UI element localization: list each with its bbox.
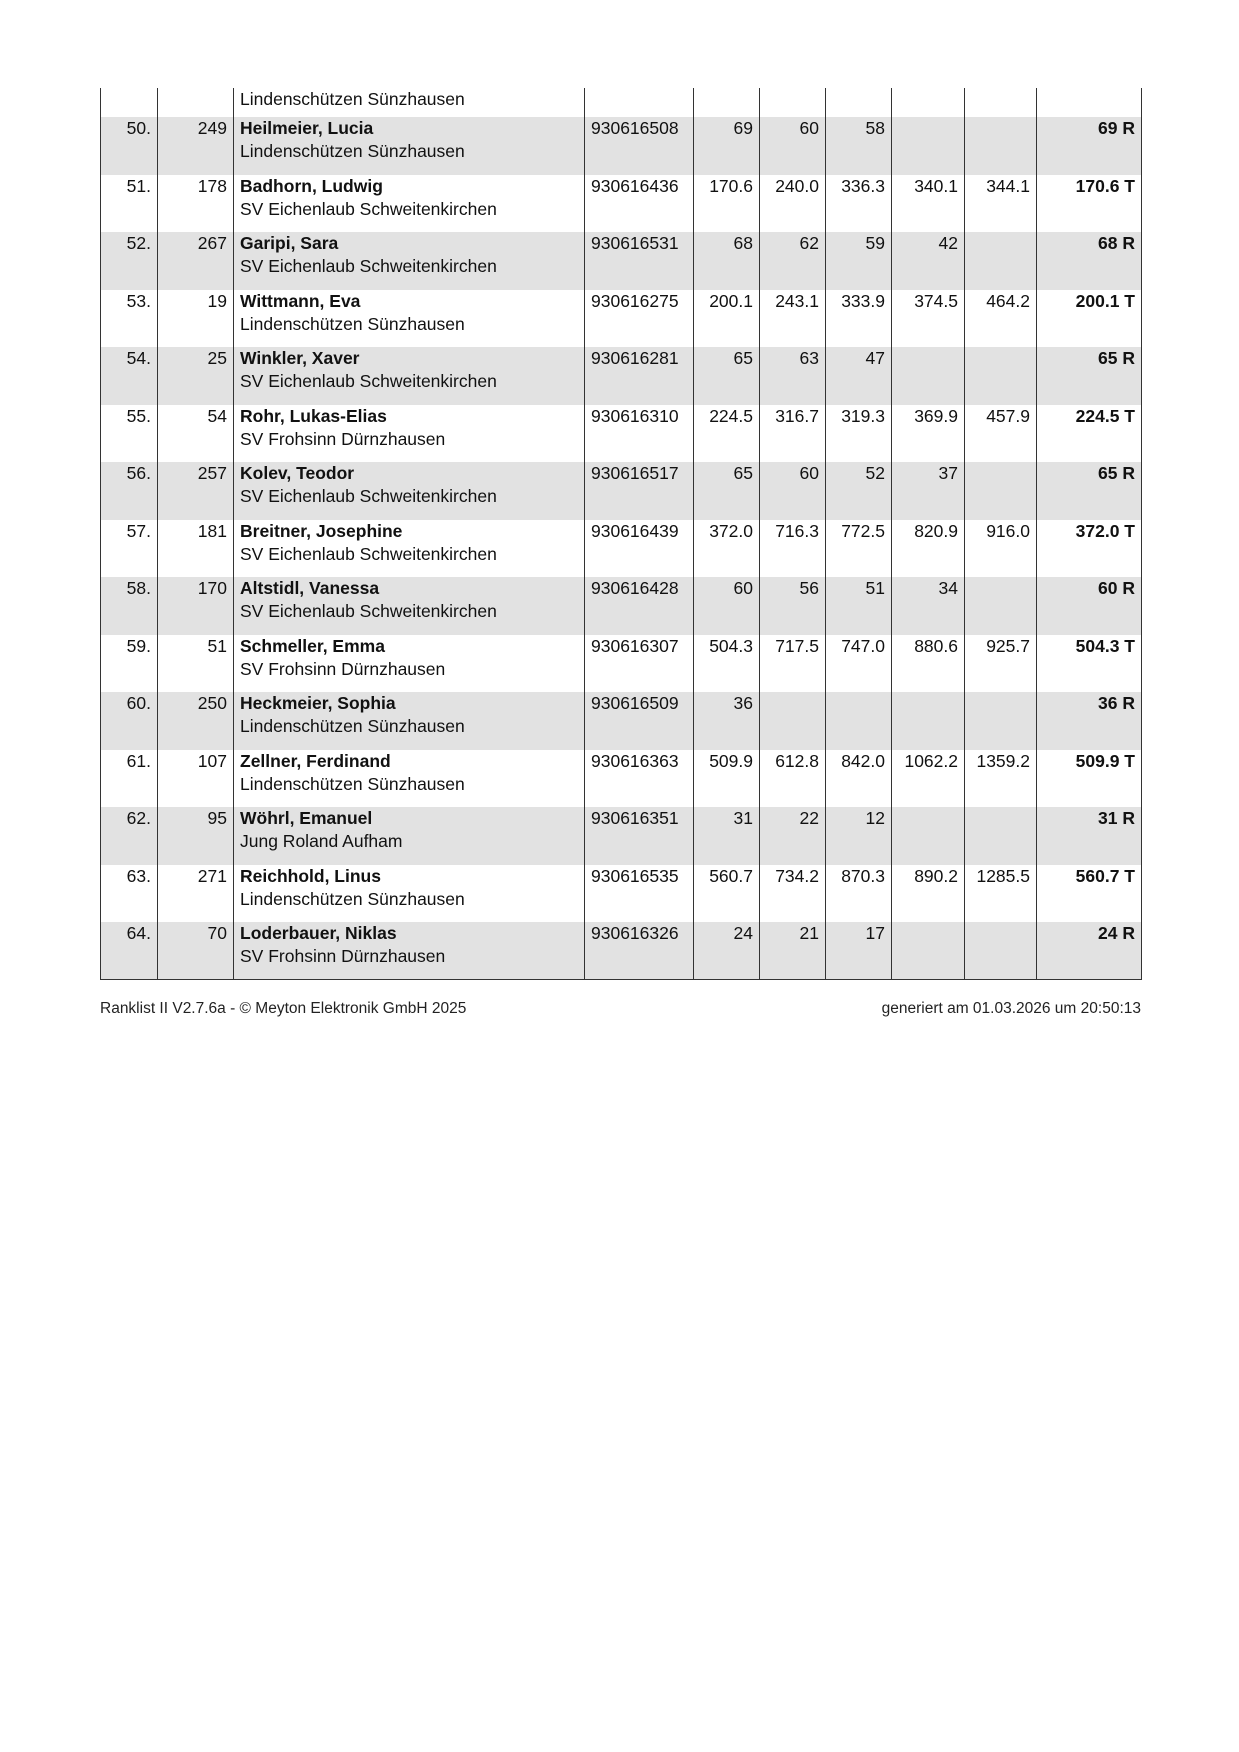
rank-cell: 56. <box>101 462 158 520</box>
score-4-cell: 820.9 <box>892 520 965 578</box>
rank-cell: 62. <box>101 807 158 865</box>
rank-cell: 63. <box>101 865 158 923</box>
table-row <box>101 117 1142 175</box>
score-4-cell <box>892 807 965 865</box>
score-5-cell: 925.7 <box>965 635 1037 693</box>
shooter-name: Zellner, Ferdinand <box>240 750 391 771</box>
shooter-id-cell: 930616428 <box>585 577 694 635</box>
shooter-id-cell: 930616275 <box>585 290 694 348</box>
score-4-cell <box>892 922 965 980</box>
score-2-cell: 734.2 <box>760 865 826 923</box>
table-row <box>101 347 1142 405</box>
shooter-id-cell: 930616351 <box>585 807 694 865</box>
score-5-cell: 344.1 <box>965 175 1037 233</box>
shooter-name: Heilmeier, Lucia <box>240 118 374 138</box>
ranklist-table <box>100 88 1142 980</box>
score-5-cell <box>965 117 1037 175</box>
rank-cell: 58. <box>101 577 158 635</box>
club-name: SV Eichenlaub Schweitenkirchen <box>240 371 497 391</box>
score-1-cell: 68 <box>694 232 760 290</box>
score-4-cell: 369.9 <box>892 405 965 463</box>
score-4-cell <box>892 692 965 750</box>
shooter-id-cell: 930616436 <box>585 175 694 233</box>
shooter-cell <box>234 405 585 463</box>
score-2-cell: 240.0 <box>760 175 826 233</box>
table-row <box>101 462 1142 520</box>
shooter-cell <box>234 290 585 348</box>
table-row <box>101 577 1142 635</box>
start-number-cell: 51 <box>158 635 234 693</box>
score-2-cell: 316.7 <box>760 405 826 463</box>
shooter-name: Badhorn, Ludwig <box>240 175 383 196</box>
score-4-cell <box>892 117 965 175</box>
shooter-cell <box>234 865 585 923</box>
table-row <box>101 175 1142 233</box>
score-1-cell: 31 <box>694 807 760 865</box>
table-row <box>101 290 1142 348</box>
score-3-cell: 336.3 <box>826 175 892 233</box>
total-cell: 69 R <box>1037 117 1142 175</box>
shooter-cell <box>234 922 585 980</box>
shooter-cell <box>234 577 585 635</box>
rank-cell: 64. <box>101 922 158 980</box>
score-5-cell <box>965 347 1037 405</box>
score-3-cell: 747.0 <box>826 635 892 693</box>
shooter-id-cell: 930616531 <box>585 232 694 290</box>
total-cell: 509.9 T <box>1037 750 1142 808</box>
table-row <box>101 232 1142 290</box>
shooter-cell <box>234 807 585 865</box>
shooter-id-cell: 930616535 <box>585 865 694 923</box>
table-row <box>101 635 1142 693</box>
score-2-cell: 21 <box>760 922 826 980</box>
score-5-cell: 464.2 <box>965 290 1037 348</box>
start-number-cell: 267 <box>158 232 234 290</box>
rank-cell: 59. <box>101 635 158 693</box>
table-row <box>101 865 1142 923</box>
start-number-cell: 271 <box>158 865 234 923</box>
score-3-cell: 870.3 <box>826 865 892 923</box>
score-1-cell: 65 <box>694 347 760 405</box>
score-1-cell: 560.7 <box>694 865 760 923</box>
shooter-cell <box>234 520 585 578</box>
shooter-name: Schmeller, Emma <box>240 635 385 656</box>
start-number-cell: 250 <box>158 692 234 750</box>
total-cell: 60 R <box>1037 577 1142 635</box>
score-2-cell: 612.8 <box>760 750 826 808</box>
rank-cell: 50. <box>101 117 158 175</box>
start-number-cell: 178 <box>158 175 234 233</box>
score-3-cell: 842.0 <box>826 750 892 808</box>
score-4-cell: 880.6 <box>892 635 965 693</box>
score-5-cell <box>965 462 1037 520</box>
total-cell: 170.6 T <box>1037 175 1142 233</box>
total-cell: 504.3 T <box>1037 635 1142 693</box>
score-5-cell <box>965 807 1037 865</box>
score-2-cell: 716.3 <box>760 520 826 578</box>
score-3-cell: 59 <box>826 232 892 290</box>
score-4-cell <box>892 347 965 405</box>
score-3-cell: 12 <box>826 807 892 865</box>
club-name: Jung Roland Aufham <box>240 831 403 851</box>
shooter-name: Wittmann, Eva <box>240 290 361 311</box>
total-cell: 68 R <box>1037 232 1142 290</box>
score-2-cell: 717.5 <box>760 635 826 693</box>
score-4-cell: 1062.2 <box>892 750 965 808</box>
shooter-cell <box>234 635 585 693</box>
start-number-cell: 249 <box>158 117 234 175</box>
score-3-cell: 17 <box>826 922 892 980</box>
table-row <box>101 692 1142 750</box>
shooter-cell <box>234 462 585 520</box>
score-4-cell: 37 <box>892 462 965 520</box>
score-3-cell <box>826 692 892 750</box>
shooter-id-cell: 930616326 <box>585 922 694 980</box>
score-3-cell: 52 <box>826 462 892 520</box>
start-number-cell: 70 <box>158 922 234 980</box>
table-row <box>101 922 1142 980</box>
total-cell: 224.5 T <box>1037 405 1142 463</box>
shooter-cell <box>234 175 585 233</box>
score-2-cell: 63 <box>760 347 826 405</box>
shooter-name: Breitner, Josephine <box>240 520 403 541</box>
rank-cell: 60. <box>101 692 158 750</box>
shooter-id-cell: 930616307 <box>585 635 694 693</box>
total-cell: 31 R <box>1037 807 1142 865</box>
shooter-id-cell: 930616509 <box>585 692 694 750</box>
shooter-name: Altstidl, Vanessa <box>240 578 380 598</box>
total-cell: 372.0 T <box>1037 520 1142 578</box>
score-5-cell <box>965 692 1037 750</box>
score-2-cell: 243.1 <box>760 290 826 348</box>
start-number-cell: 107 <box>158 750 234 808</box>
club-name: SV Frohsinn Dürnzhausen <box>240 946 446 966</box>
start-number-cell: 19 <box>158 290 234 348</box>
club-name: SV Frohsinn Dürnzhausen <box>240 428 446 449</box>
shooter-id-cell: 930616508 <box>585 117 694 175</box>
score-4-cell: 374.5 <box>892 290 965 348</box>
score-1-cell: 60 <box>694 577 760 635</box>
club-name: Lindenschützen Sünzhausen <box>240 89 465 109</box>
score-1-cell: 170.6 <box>694 175 760 233</box>
score-1-cell: 65 <box>694 462 760 520</box>
score-4-cell: 890.2 <box>892 865 965 923</box>
shooter-name: Heckmeier, Sophia <box>240 693 396 713</box>
shooter-cell <box>234 232 585 290</box>
shooter-name: Garipi, Sara <box>240 233 339 253</box>
club-name: Lindenschützen Sünzhausen <box>240 141 465 161</box>
shooter-id-cell: 930616439 <box>585 520 694 578</box>
shooter-name: Kolev, Teodor <box>240 463 355 483</box>
club-name: SV Eichenlaub Schweitenkirchen <box>240 543 497 564</box>
shooter-cell <box>234 347 585 405</box>
score-1-cell: 224.5 <box>694 405 760 463</box>
score-1-cell: 24 <box>694 922 760 980</box>
shooter-name: Rohr, Lukas-Elias <box>240 405 387 426</box>
rank-cell: 52. <box>101 232 158 290</box>
rank-cell: 55. <box>101 405 158 463</box>
start-number-cell: 170 <box>158 577 234 635</box>
score-4-cell: 34 <box>892 577 965 635</box>
score-3-cell: 772.5 <box>826 520 892 578</box>
club-name: Lindenschützen Sünzhausen <box>240 888 465 909</box>
start-number-cell: 95 <box>158 807 234 865</box>
score-5-cell <box>965 232 1037 290</box>
shooter-name: Wöhrl, Emanuel <box>240 808 373 828</box>
score-1-cell: 200.1 <box>694 290 760 348</box>
start-number-cell: 257 <box>158 462 234 520</box>
score-2-cell: 22 <box>760 807 826 865</box>
club-name: SV Eichenlaub Schweitenkirchen <box>240 198 497 219</box>
shooter-cell <box>234 750 585 808</box>
total-cell: 36 R <box>1037 692 1142 750</box>
score-5-cell: 916.0 <box>965 520 1037 578</box>
shooter-name: Winkler, Xaver <box>240 348 360 368</box>
club-name: Lindenschützen Sünzhausen <box>240 716 465 736</box>
score-5-cell: 1359.2 <box>965 750 1037 808</box>
club-name: Lindenschützen Sünzhausen <box>240 313 465 334</box>
shooter-id-cell: 930616517 <box>585 462 694 520</box>
rank-cell: 51. <box>101 175 158 233</box>
score-5-cell: 1285.5 <box>965 865 1037 923</box>
table-row-carryover <box>101 88 1142 117</box>
score-4-cell: 340.1 <box>892 175 965 233</box>
score-3-cell: 333.9 <box>826 290 892 348</box>
score-2-cell <box>760 692 826 750</box>
shooter-id-cell: 930616281 <box>585 347 694 405</box>
score-3-cell: 58 <box>826 117 892 175</box>
total-cell: 200.1 T <box>1037 290 1142 348</box>
score-2-cell: 60 <box>760 117 826 175</box>
total-cell: 65 R <box>1037 347 1142 405</box>
shooter-name: Reichhold, Linus <box>240 865 381 886</box>
club-name: SV Eichenlaub Schweitenkirchen <box>240 486 497 506</box>
score-1-cell: 509.9 <box>694 750 760 808</box>
table-row <box>101 750 1142 808</box>
footer-generated: generiert am 01.03.2026 um 20:50:13 <box>881 1000 1141 1017</box>
score-5-cell <box>965 922 1037 980</box>
score-2-cell: 60 <box>760 462 826 520</box>
start-number-cell: 25 <box>158 347 234 405</box>
shooter-cell <box>234 692 585 750</box>
shooter-cell <box>234 117 585 175</box>
score-1-cell: 69 <box>694 117 760 175</box>
score-4-cell: 42 <box>892 232 965 290</box>
score-5-cell: 457.9 <box>965 405 1037 463</box>
score-5-cell <box>965 577 1037 635</box>
club-name: SV Eichenlaub Schweitenkirchen <box>240 601 497 621</box>
club-name: SV Eichenlaub Schweitenkirchen <box>240 256 497 276</box>
score-2-cell: 62 <box>760 232 826 290</box>
rank-cell: 57. <box>101 520 158 578</box>
rank-cell: 61. <box>101 750 158 808</box>
table-row <box>101 405 1142 463</box>
score-2-cell: 56 <box>760 577 826 635</box>
score-3-cell: 319.3 <box>826 405 892 463</box>
score-1-cell: 504.3 <box>694 635 760 693</box>
score-1-cell: 36 <box>694 692 760 750</box>
shooter-name: Loderbauer, Niklas <box>240 923 397 943</box>
rank-cell: 53. <box>101 290 158 348</box>
table-row <box>101 520 1142 578</box>
start-number-cell: 181 <box>158 520 234 578</box>
score-1-cell: 372.0 <box>694 520 760 578</box>
club-name: SV Frohsinn Dürnzhausen <box>240 658 446 679</box>
shooter-id-cell: 930616363 <box>585 750 694 808</box>
table-row <box>101 807 1142 865</box>
start-number-cell: 54 <box>158 405 234 463</box>
shooter-id-cell: 930616310 <box>585 405 694 463</box>
total-cell: 560.7 T <box>1037 865 1142 923</box>
score-3-cell: 47 <box>826 347 892 405</box>
footer-version: Ranklist II V2.7.6a - © Meyton Elektronik GmbH 2025 <box>100 1000 467 1017</box>
score-3-cell: 51 <box>826 577 892 635</box>
club-name: Lindenschützen Sünzhausen <box>240 773 465 794</box>
rank-cell: 54. <box>101 347 158 405</box>
total-cell: 65 R <box>1037 462 1142 520</box>
total-cell: 24 R <box>1037 922 1142 980</box>
